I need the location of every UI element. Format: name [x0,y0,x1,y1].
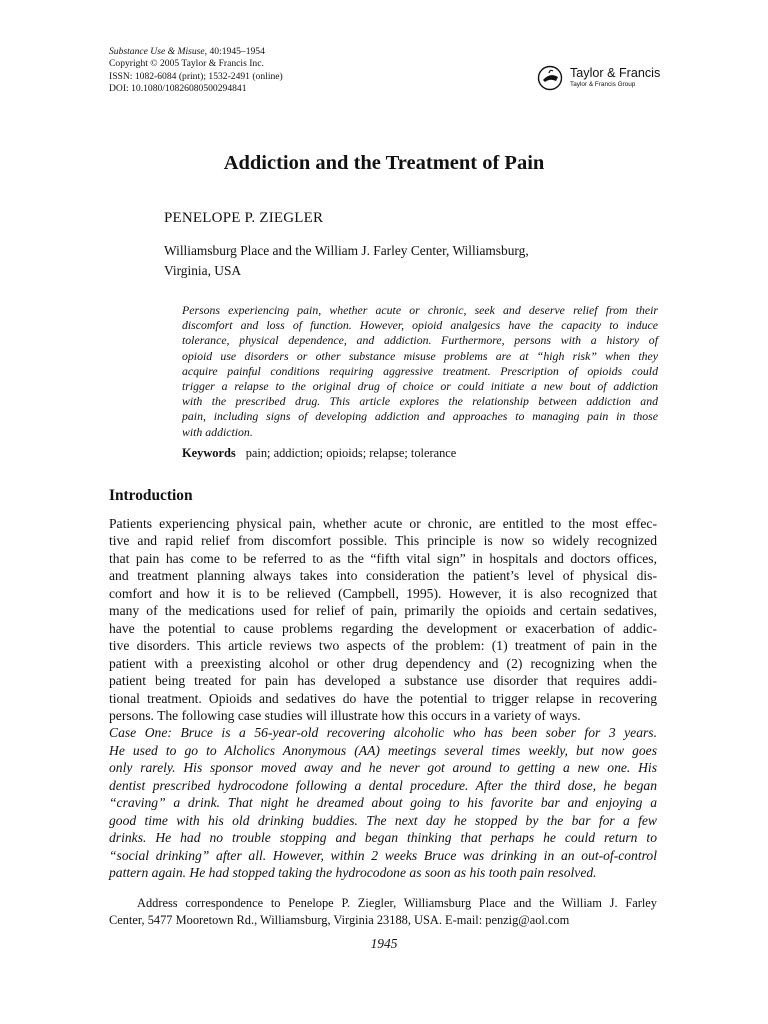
journal-citation [109,46,283,58]
case-line: good time with his old drinking buddies. The next day he stopped by the bar for a few [109,812,657,828]
case-line: dentist prescribed hydrocodone following a dental procedure. After the third dose, he began [109,777,657,793]
abstract-line: acquire painful conditions requiring aggressive treatment. Prescription of opioids could [182,363,658,378]
abstract-line: pain, including signs of developing addiction and approaches to managing pain in those [182,409,658,424]
correspondence-footnote [109,895,657,929]
body-line: and treatment planning always takes into consideration the patient’s level of physical dis- [109,568,657,584]
case-line: “craving” a drink. That night he dreamed about going to his favorite bar and enjoying a [109,795,657,811]
abstract-line: trigger a relapse to the original drug of choice or could initiate a new bout of addiction [182,379,658,394]
keywords [182,446,456,461]
case-line: drinks. He had no trouble stopping and began thinking that perhaps he could return to [109,830,657,846]
introduction-body [109,515,657,882]
page-number: 1945 [370,936,398,951]
case-line: “social drinking” after all. However, within 2 weeks Bruce was drinking in an out-of-control [109,847,657,863]
abstract-line: tolerance, physical dependence, and addiction. Furthermore, persons with a history of [182,333,658,348]
body-line: tive and rapid relief from discomfort possible. This principle is now so widely recognized [109,533,657,549]
body-line: that pain has come to be referred to as the “fifth vital sign” in hospitals and doctors offices, [109,550,657,566]
doi-line: DOI: 10.1080/10826080500294841 [109,83,247,95]
publisher-name: Taylor & Francis [570,66,661,80]
body-line: many of the medications used for relief of pain, primarily the opioids and certain sedatives, [109,603,657,619]
journal-metadata [109,46,283,96]
affiliation-line: Williamsburg Place and the William J. Farley Center, Williamsburg, [164,243,529,258]
body-line: tional treatment. Opioids and sedatives do have the potential to trigger relapse in recovering [109,690,657,706]
affiliation-line: Virginia, USA [164,262,242,278]
copyright-line: Copyright © 2005 Taylor & Francis Inc. [109,58,264,70]
abstract [182,303,658,440]
abstract-line: with the prescribed drug. This article explores the relationship between addiction and [182,394,658,409]
abstract-line: opioid use disorders or other substance misuse problems are at “high risk” when they [182,348,658,363]
case-line: only rarely. His sponsor moved away and he never got around to getting a new one. His [109,760,657,776]
case-line: He used to go to Alcholics Anonymous (AA) meetings several times weekly, but now goes [109,742,657,758]
section-heading-introduction: Introduction [109,487,193,504]
body-line: persons. The following case studies will illustrate how this occurs in a variety of ways. [109,707,581,723]
abstract-line: discomfort and loss of function. However, opioid analgesics have the capacity to induce [182,318,658,333]
body-line: patient being treated for pain has developed a substance use disorder that requires addi- [109,673,657,689]
case-line: Case One: Bruce is a 56-year-old recovering alcoholic who has been sober for 3 years. [109,725,657,741]
author-name: PENELOPE P. ZIEGLER [164,210,324,226]
lamp-icon [537,65,565,91]
body-line: Patients experiencing physical pain, whether acute or chronic, are entitled to the most effec- [109,516,657,531]
issn-line: ISSN: 1082-6084 (print); 1532-2491 (online) [109,70,283,82]
publisher-group: Taylor & Francis Group [570,81,636,88]
journal-volume: , 40:1945–1954 [204,46,265,57]
keywords-list: pain; addiction; opioids; relapse; tolerance [245,446,457,460]
article-title: Addiction and the Treatment of Pain [223,152,545,174]
author-affiliation [164,241,634,280]
abstract-line: with addiction. [182,424,253,439]
footnote-line: Address correspondence to Penelope P. Ziegler, Williamsburg Place and the William J. Farley [137,896,657,910]
body-line: have the potential to cause problems regarding the development or exacerbation of addic- [109,620,657,636]
journal-name: Substance Use & Misuse [109,46,205,57]
body-line: patient with a preexisting alcohol or other drug dependency and (2) recognizing when the [109,655,657,671]
publisher-logo [537,63,667,93]
body-line: comfort and how it is to be relieved (Campbell, 1995). However, it is also recognized that [109,585,657,601]
case-line: pattern again. He had stopped taking the hydrocodone as soon as his tooth pain resolved. [109,865,597,881]
abstract-line: Persons experiencing pain, whether acute or chronic, seek and deserve relief from their [182,303,658,317]
body-line: tive disorders. This article reviews two aspects of the problem: (1) treatment of pain in the [109,638,657,654]
keywords-label: Keywords [182,446,236,460]
footnote-line: Center, 5477 Mooretown Rd., Williamsburg, Virginia 23188, USA. E-mail: penzig@aol.com [109,913,570,927]
